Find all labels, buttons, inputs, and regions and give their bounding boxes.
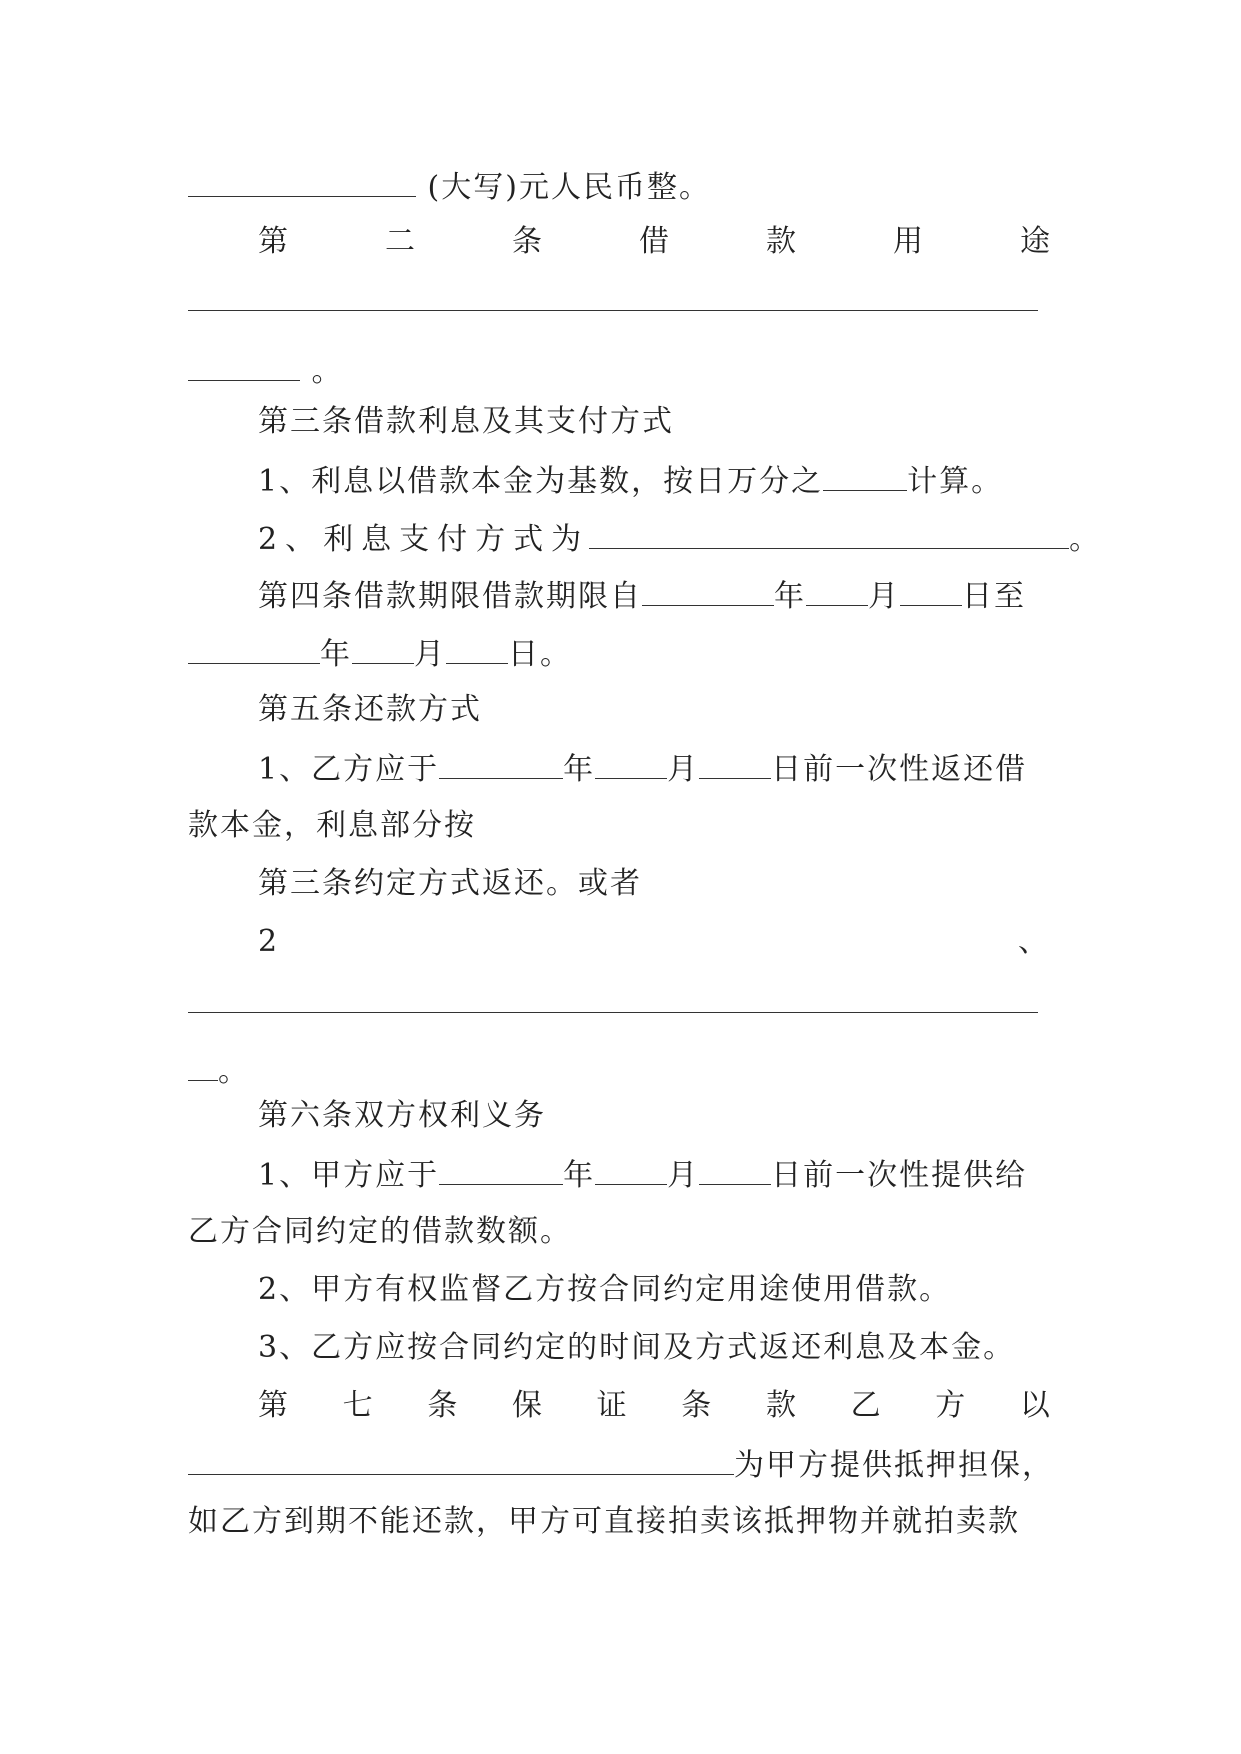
char: 条	[681, 1388, 712, 1423]
char: 保	[511, 1388, 542, 1423]
period: 。	[311, 354, 344, 389]
payment-method-blank	[589, 518, 1069, 549]
text: 日。	[508, 637, 572, 672]
item-2-end-line	[188, 1050, 250, 1092]
text: 年	[320, 637, 352, 672]
start-year-blank	[642, 575, 774, 606]
text: 第四条借款期限借款期限自	[258, 579, 642, 614]
text: 月	[868, 579, 900, 614]
text: 月	[667, 1158, 700, 1193]
text: 1、利息以借款本金为基数，按日万分之	[258, 464, 824, 499]
amount-line	[188, 166, 711, 208]
article-6-title: 第六条双方权利义务	[258, 1098, 546, 1133]
text: 2、利息支付方式为	[258, 522, 590, 557]
article-7-heading	[258, 1386, 1050, 1426]
article-5-item-2-sep: 、	[1018, 924, 1050, 959]
char: 第	[258, 1388, 288, 1423]
text: 日前一次性提供给	[771, 1158, 1028, 1193]
purpose-end-line	[188, 350, 344, 392]
end-year-blank	[188, 633, 320, 664]
article-5-item-1	[258, 748, 1027, 790]
char: 款	[765, 1388, 796, 1423]
end-month-blank	[352, 633, 414, 664]
article-3-title: 第三条借款利息及其支付方式	[258, 404, 674, 439]
purpose-blank	[188, 350, 300, 381]
text: 年	[563, 752, 596, 787]
char: 借	[639, 224, 669, 259]
char: 条	[512, 224, 542, 259]
article-2-heading	[258, 222, 1050, 262]
text: 1、乙方应于	[258, 752, 440, 787]
article-7-line-3: 如乙方到期不能还款，甲方可直接拍卖该抵押物并就拍卖款	[188, 1504, 1020, 1539]
article-5-item-1-cont2: 第三条约定方式返还。或者	[258, 866, 642, 901]
char: 七	[342, 1388, 373, 1423]
end-day-blank	[446, 633, 508, 664]
article-3-item-2	[258, 518, 1107, 560]
text: 年	[563, 1158, 596, 1193]
char: 款	[766, 224, 796, 259]
text: 为甲方提供抵押担保，	[734, 1448, 1054, 1483]
char: 第	[258, 224, 288, 259]
article-6-item-2: 2、甲方有权监督乙方按合同约定用途使用借款。	[258, 1272, 952, 1307]
text: 1、甲方应于	[258, 1158, 440, 1193]
article-5-item-2-num: 2	[258, 924, 280, 959]
char: 途	[1020, 224, 1050, 259]
text: 。	[1069, 522, 1108, 557]
char: 乙	[850, 1388, 881, 1423]
provide-year-blank	[439, 1154, 563, 1185]
text: 月	[414, 637, 446, 672]
text: 计算。	[907, 464, 1004, 499]
text: 月	[667, 752, 700, 787]
char: 方	[935, 1388, 966, 1423]
item-2-blank-full	[188, 1012, 1038, 1013]
article-6-item-3: 3、乙方应按合同约定的时间及方式返还利息及本金。	[258, 1330, 1016, 1365]
start-day-blank	[900, 575, 962, 606]
char: 用	[893, 224, 923, 259]
repay-month-blank	[595, 748, 667, 779]
char: 二	[385, 224, 415, 259]
char: 以	[1019, 1388, 1050, 1423]
char: 条	[427, 1388, 458, 1423]
text: 年	[774, 579, 806, 614]
collateral-blank	[188, 1444, 734, 1475]
purpose-blank-full	[188, 310, 1038, 311]
repay-day-blank	[699, 748, 771, 779]
article-5-title: 第五条还款方式	[258, 692, 482, 727]
provide-month-blank	[595, 1154, 667, 1185]
repay-year-blank	[439, 748, 563, 779]
text: 日前一次性返还借	[771, 752, 1028, 787]
article-7-line-2	[188, 1444, 1054, 1486]
article-5-item-1-cont: 款本金，利息部分按	[188, 808, 476, 843]
amount-text: (大写)元人民币整。	[427, 170, 711, 205]
article-4-line-1	[258, 575, 1026, 617]
rate-blank	[823, 460, 907, 491]
article-6-item-1-cont: 乙方合同约定的借款数额。	[188, 1214, 572, 1249]
amount-blank	[188, 166, 416, 197]
item-2-blank	[188, 1050, 218, 1081]
article-3-item-1	[258, 460, 1003, 502]
text: 日至	[962, 579, 1026, 614]
article-6-item-1	[258, 1154, 1027, 1196]
article-4-line-2	[188, 633, 572, 675]
start-month-blank	[806, 575, 868, 606]
period: 。	[218, 1054, 250, 1089]
provide-day-blank	[699, 1154, 771, 1185]
char: 证	[596, 1388, 627, 1423]
